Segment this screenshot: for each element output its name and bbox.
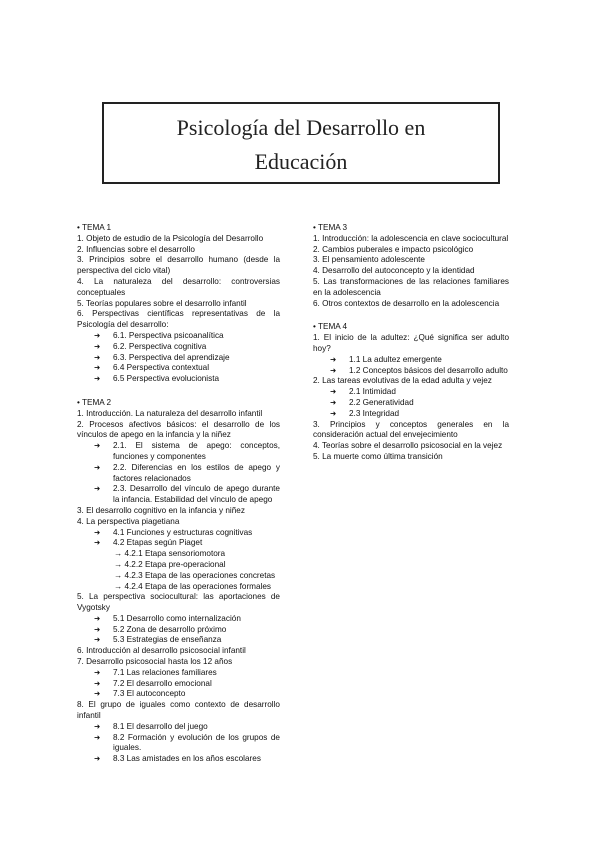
arrow-bullet-icon: ➜ — [94, 374, 101, 384]
topic-item: 3. El desarrollo cognitivo en la infancia y niñez — [77, 505, 245, 515]
tema-heading: • TEMA 4 — [313, 322, 348, 332]
subtopic-text: 2.2 Generatividad — [349, 397, 414, 407]
document-title-line-2: Educación — [254, 149, 348, 174]
subtopic-item — [313, 387, 509, 398]
sub-subtopic-item: → 4.2.3 Etapa de las operaciones concretas — [114, 570, 276, 580]
subtopic-text: 7.3 El autoconcepto — [113, 689, 186, 699]
sub-subtopic-item: → 4.2.4 Etapa de las operaciones formales — [114, 581, 272, 591]
arrow-bullet-icon: ➜ — [94, 352, 101, 362]
subtopic-item — [313, 355, 509, 366]
arrow-bullet-icon: ➜ — [94, 441, 101, 451]
arrow-bullet-icon: ➜ — [330, 365, 337, 375]
subtopic-item — [77, 484, 280, 506]
arrow-bullet-icon: ➜ — [94, 624, 101, 634]
subtopic-item — [313, 409, 509, 420]
topic-item: 3. Principios y conceptos generales en la consideración actual del envejecimiento — [313, 419, 509, 440]
topic-item: 8. El grupo de iguales como contexto de desarrollo infantil — [77, 700, 280, 721]
arrow-bullet-icon: ➜ — [94, 689, 101, 699]
subtopic-text: 2.1. El sistema de apego: conceptos, funciones y componentes — [113, 441, 280, 461]
tema-heading: • TEMA 3 — [313, 223, 348, 232]
subtopic-text: 6.4 Perspectiva contextual — [113, 363, 210, 373]
subtopic-text: 5.1 Desarrollo como internalización — [113, 613, 241, 623]
arrow-bullet-icon: ➜ — [94, 341, 101, 351]
subtopic-item — [77, 441, 280, 463]
sub-subtopic-item: → 4.2.1 Etapa sensoriomotora — [114, 549, 226, 559]
topic-item: 6. Otros contextos de desarrollo en la adolescencia — [313, 298, 500, 308]
subtopic-text: 7.1 Las relaciones familiares — [113, 667, 217, 677]
subtopic-text: 5.3 Estrategias de enseñanza — [113, 635, 222, 645]
arrow-bullet-icon: ➜ — [94, 363, 101, 373]
subtopic-text: 6.2. Perspectiva cognitiva — [113, 341, 207, 351]
topic-item: 2. Las tareas evolutivas de la edad adulta y vejez — [313, 376, 492, 386]
subtopic-item — [77, 635, 280, 646]
subtopic-text: 1.2 Conceptos básicos del desarrollo adulto — [349, 365, 508, 375]
subtopic-item — [77, 538, 280, 549]
document-title-line-1: Psicología del Desarrollo en — [176, 115, 426, 140]
subtopic-item — [77, 331, 280, 342]
subtopic-text: 8.3 Las amistades en los años escolares — [113, 754, 261, 764]
topic-item: 4. La naturaleza del desarrollo: controversias conceptuales — [77, 276, 280, 297]
topic-item: 6. Introducción al desarrollo psicosocial infantil — [77, 646, 246, 656]
tema-section — [77, 398, 280, 765]
topic-item: 5. La perspectiva sociocultural: las aportaciones de Vygotsky — [77, 592, 280, 613]
subtopic-item — [77, 668, 280, 679]
arrow-bullet-icon: ➜ — [330, 354, 337, 364]
topic-item: 4. La perspectiva piagetiana — [77, 516, 180, 526]
subtopic-text: 1.1 La adultez emergente — [349, 354, 442, 364]
topic-item: 2. Procesos afectivos básicos: el desarrollo de los vínculos de apego en la infancia y la niñez — [77, 419, 280, 440]
topic-item: 2. Cambios puberales e impacto psicológico — [313, 244, 474, 254]
subtopic-item — [77, 733, 280, 755]
tema-section — [77, 223, 280, 385]
subtopic-item — [77, 342, 280, 353]
arrow-bullet-icon: ➜ — [94, 330, 101, 340]
topic-item: 3. El pensamiento adolescente — [313, 255, 425, 265]
arrow-bullet-icon: ➜ — [330, 387, 337, 397]
subtopic-text: 8.1 El desarrollo del juego — [113, 721, 208, 731]
subtopic-item — [313, 398, 509, 409]
subtopic-text: 2.1 Intimidad — [349, 387, 396, 397]
topic-item: 5. Las transformaciones de las relaciones familiares en la adolescencia — [313, 276, 509, 297]
subtopic-text: 6.5 Perspectiva evolucionista — [113, 374, 220, 384]
topic-item: 6. Perspectivas científicas representativas de la Psicología del desarrollo: — [77, 309, 280, 330]
arrow-bullet-icon: ➜ — [94, 721, 101, 731]
subtopic-item — [313, 366, 509, 377]
topic-item: 4. Teorías sobre el desarrollo psicosocial en la vejez — [313, 441, 503, 451]
arrow-bullet-icon: ➜ — [94, 484, 101, 494]
arrow-bullet-icon: ➜ — [94, 678, 101, 688]
arrow-bullet-icon: ➜ — [94, 462, 101, 472]
subtopic-item — [77, 722, 280, 733]
syllabus-column-right — [313, 223, 509, 476]
sub-subtopic-item: → 4.2.2 Etapa pre-operacional — [114, 559, 226, 569]
syllabus-column-left — [77, 223, 280, 778]
tema-section — [313, 223, 509, 309]
subtopic-item — [77, 528, 280, 539]
subtopic-text: 5.2 Zona de desarrollo próximo — [113, 624, 227, 634]
subtopic-text: 2.3. Desarrollo del vínculo de apego durante la infancia. Estabilidad del vínculo de apego — [113, 484, 280, 505]
arrow-bullet-icon: ➜ — [94, 754, 101, 764]
subtopic-item — [77, 463, 280, 485]
subtopic-item — [77, 614, 280, 625]
arrow-bullet-icon: ➜ — [94, 527, 101, 537]
arrow-bullet-icon: ➜ — [94, 635, 101, 645]
topic-item: 1. Objeto de estudio de la Psicología del Desarrollo — [77, 233, 264, 243]
arrow-bullet-icon: ➜ — [330, 408, 337, 418]
subtopic-text: 4.1 Funciones y estructuras cognitivas — [113, 527, 253, 537]
topic-item: 1. Introducción. La naturaleza del desarrollo infantil — [77, 408, 263, 418]
subtopic-item — [77, 363, 280, 374]
subtopic-text: 7.2 El desarrollo emocional — [113, 678, 212, 688]
arrow-bullet-icon: ➜ — [94, 538, 101, 548]
subtopic-item — [77, 625, 280, 636]
subtopic-item — [77, 353, 280, 364]
subtopic-text: 6.3. Perspectiva del aprendizaje — [113, 352, 230, 362]
tema-section — [313, 322, 509, 462]
subtopic-text: 4.2 Etapas según Piaget — [113, 538, 203, 548]
title-box — [102, 102, 500, 184]
topic-item: 5. Teorías populares sobre el desarrollo infantil — [77, 298, 247, 308]
subtopic-item — [77, 679, 280, 690]
subtopic-text: 6.1. Perspectiva psicoanalítica — [113, 330, 224, 340]
subtopic-item — [77, 689, 280, 700]
subtopic-text: 2.3 Integridad — [349, 408, 400, 418]
arrow-bullet-icon: ➜ — [94, 732, 101, 742]
tema-heading: • TEMA 2 — [77, 397, 112, 407]
topic-item: 2. Influencias sobre el desarrollo — [77, 244, 195, 254]
topic-item: 4. Desarrollo del autoconcepto y la identidad — [313, 266, 475, 276]
subtopic-text: 8.2 Formación y evolución de los grupos de iguales. — [113, 732, 280, 753]
topic-item: 1. Introducción: la adolescencia en clave sociocultural — [313, 233, 509, 243]
arrow-bullet-icon: ➜ — [330, 397, 337, 407]
topic-item: 1. El inicio de la adultez: ¿Qué significa ser adulto hoy? — [313, 333, 509, 353]
subtopic-item — [77, 374, 280, 385]
arrow-bullet-icon: ➜ — [94, 667, 101, 677]
tema-heading: • TEMA 1 — [77, 223, 112, 232]
topic-item: 3. Principios sobre el desarrollo humano (desde la perspectiva del ciclo vital) — [77, 255, 280, 276]
subtopic-item — [77, 754, 280, 765]
arrow-bullet-icon: ➜ — [94, 613, 101, 623]
topic-item: 7. Desarrollo psicosocial hasta los 12 años — [77, 657, 233, 667]
subtopic-text: 2.2. Diferencias en los estilos de apego y factores relacionados — [113, 462, 280, 483]
topic-item: 5. La muerte como última transición — [313, 451, 443, 461]
